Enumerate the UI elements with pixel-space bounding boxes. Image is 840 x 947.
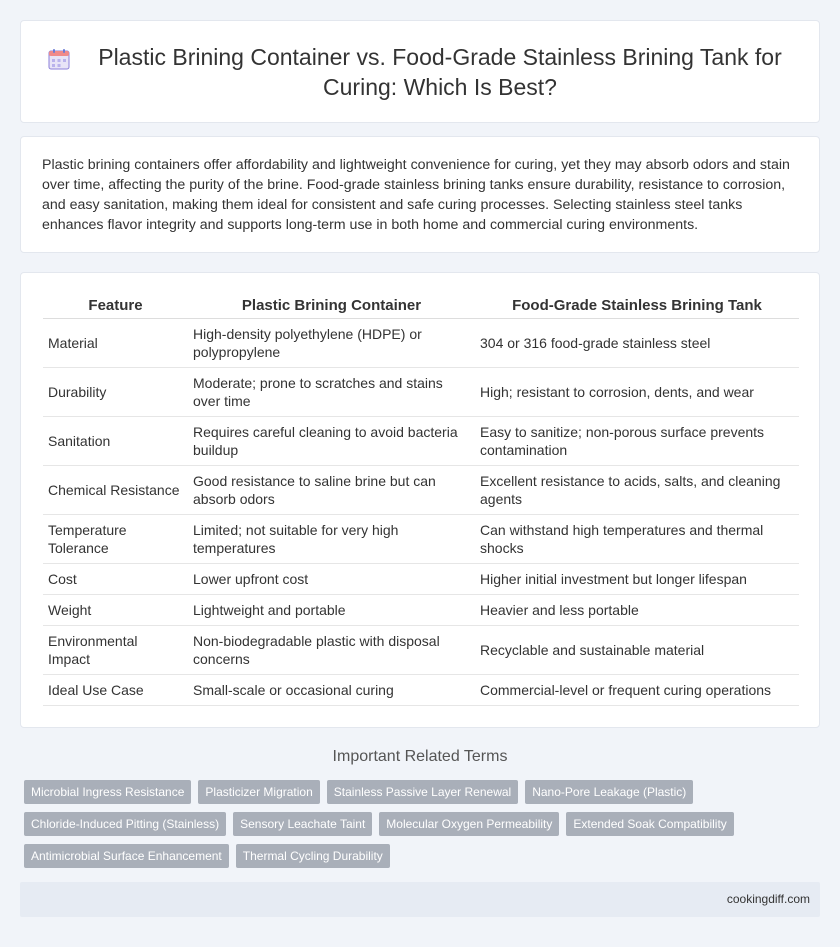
table-cell: Commercial-level or frequent curing operations (475, 675, 799, 706)
summary-card (20, 136, 820, 253)
table-cell: Good resistance to saline brine but can absorb odors (188, 466, 475, 515)
related-term-tag[interactable]: Sensory Leachate Taint (233, 812, 372, 836)
table-row (43, 466, 799, 515)
comparison-table (43, 295, 799, 706)
table-cell: Can withstand high temperatures and thermal shocks (475, 515, 799, 564)
related-term-tag[interactable]: Microbial Ingress Resistance (24, 780, 191, 804)
table-row (43, 595, 799, 626)
table-cell: Durability (43, 368, 188, 417)
header-stainless: Food-Grade Stainless Brining Tank (475, 295, 799, 319)
related-term-tag[interactable]: Nano-Pore Leakage (Plastic) (525, 780, 693, 804)
table-cell: Weight (43, 595, 188, 626)
tag-row (24, 780, 824, 804)
related-terms-tags (24, 780, 824, 876)
table-cell: Lightweight and portable (188, 595, 475, 626)
table-cell: Non-biodegradable plastic with disposal concerns (188, 626, 475, 675)
summary-text: Plastic brining containers offer affordability and lightweight convenience for curing, yet they may absorb odors and stain over time, affecting the purity of the brine. Food-grade stainless brining tanks ensure durability, resistance to corrosion, and easy sanitation, making them ideal for consistent and safe curing processes. Selecting stainless steel tanks enhances flavor integrity and supports long-term use in both home and commercial curing environments. (42, 157, 790, 233)
related-term-tag[interactable]: Plasticizer Migration (198, 780, 319, 804)
header-plastic: Plastic Brining Container (188, 295, 475, 319)
table-cell: Moderate; prone to scratches and stains over time (188, 368, 475, 417)
tag-row (24, 844, 824, 868)
related-term-tag[interactable]: Extended Soak Compatibility (566, 812, 733, 836)
table-cell: Heavier and less portable (475, 595, 799, 626)
calendar-icon (47, 47, 71, 71)
related-term-tag[interactable]: Antimicrobial Surface Enhancement (24, 844, 229, 868)
footer (20, 882, 820, 917)
table-cell: Environmental Impact (43, 626, 188, 675)
table-header-row (43, 295, 799, 319)
table-cell: High; resistant to corrosion, dents, and wear (475, 368, 799, 417)
table-cell: Lower upfront cost (188, 564, 475, 595)
table-row (43, 515, 799, 564)
page-title: Plastic Brining Container vs. Food-Grade Stainless Brining Tank for Curing: Which Is Best? (98, 43, 782, 100)
related-terms-title: Important Related Terms (332, 748, 508, 765)
footer-site-link[interactable]: cookingdiff.com (726, 892, 810, 906)
table-cell: 304 or 316 food-grade stainless steel (475, 319, 799, 368)
header-card (20, 20, 820, 123)
table-cell: Limited; not suitable for very high temperatures (188, 515, 475, 564)
related-term-tag[interactable]: Thermal Cycling Durability (236, 844, 390, 868)
table-row (43, 626, 799, 675)
table-cell: Sanitation (43, 417, 188, 466)
table-cell: Cost (43, 564, 188, 595)
table-cell: Excellent resistance to acids, salts, and cleaning agents (475, 466, 799, 515)
table-cell: Chemical Resistance (43, 466, 188, 515)
header-feature: Feature (43, 295, 188, 319)
table-cell: Temperature Tolerance (43, 515, 188, 564)
table-cell: Higher initial investment but longer lifespan (475, 564, 799, 595)
tag-row (24, 812, 824, 836)
table-cell: Material (43, 319, 188, 368)
table-cell: Requires careful cleaning to avoid bacteria buildup (188, 417, 475, 466)
table-row (43, 675, 799, 706)
table-row (43, 417, 799, 466)
table-cell: Easy to sanitize; non-porous surface prevents contamination (475, 417, 799, 466)
table-row (43, 368, 799, 417)
related-term-tag[interactable]: Stainless Passive Layer Renewal (327, 780, 518, 804)
table-row (43, 319, 799, 368)
table-cell: Ideal Use Case (43, 675, 188, 706)
table-cell: Recyclable and sustainable material (475, 626, 799, 675)
table-cell: Small-scale or occasional curing (188, 675, 475, 706)
table-row (43, 564, 799, 595)
comparison-table-card (20, 272, 820, 728)
related-term-tag[interactable]: Molecular Oxygen Permeability (379, 812, 559, 836)
related-term-tag[interactable]: Chloride-Induced Pitting (Stainless) (24, 812, 226, 836)
table-cell: High-density polyethylene (HDPE) or polypropylene (188, 319, 475, 368)
